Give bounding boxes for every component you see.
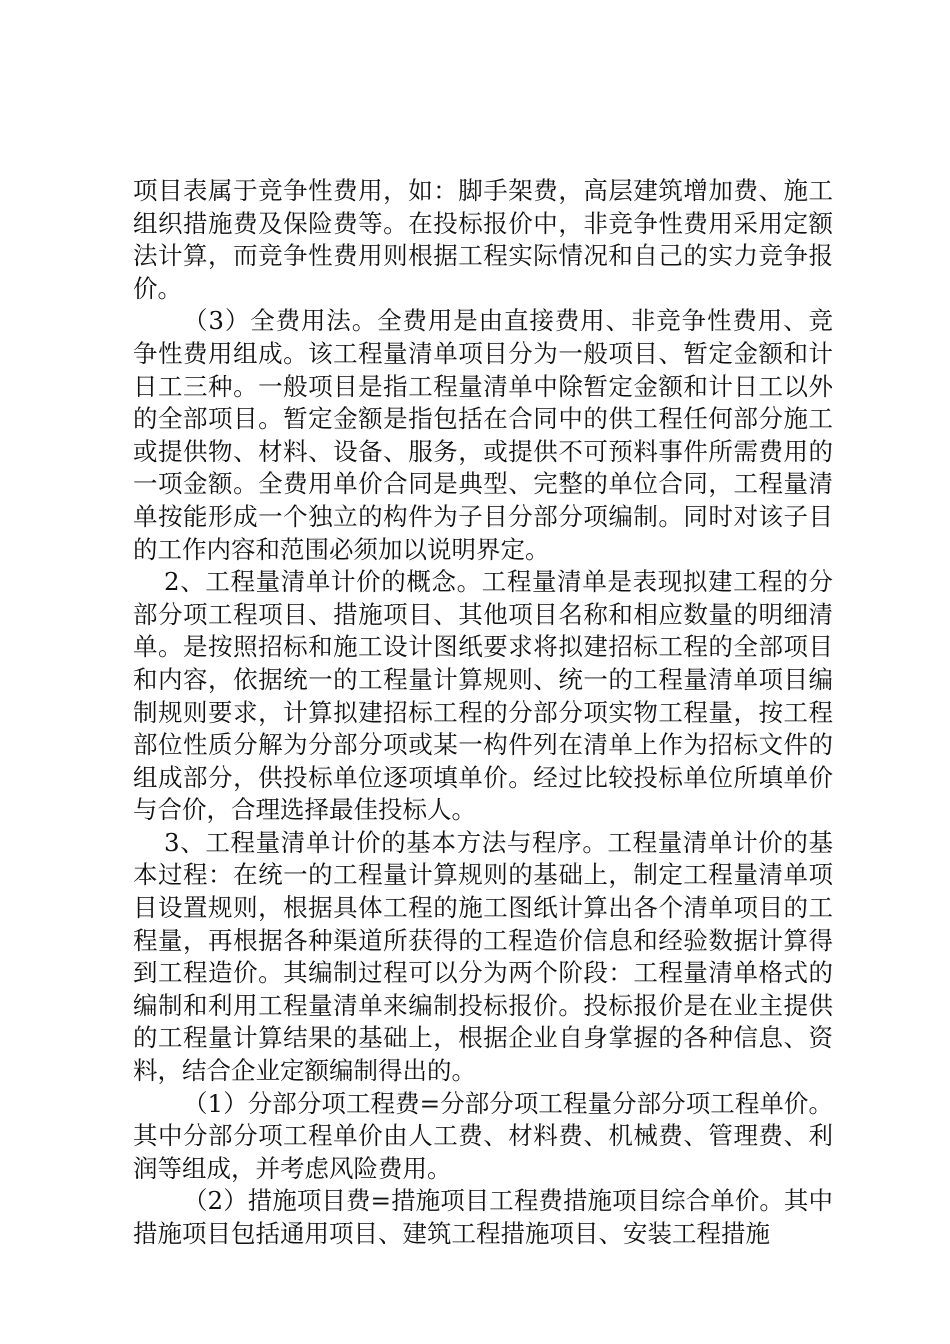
paragraph-full-cost-method: （3）全费用法。全费用是由直接费用、非竞争性费用、竞争性费用组成。该工程量清单项目分为一般项目、暂定金额和计日工三种。一般项目是指工程量清单中除暂定金额和计日工以外的全部项目。暂定金额是指包括在合同中的供工程任何部分施工或提供物、材料、设备、服务，或提供不可预料事件所需费用的一项金额。全费用单价合同是典型、完整的单位合同，工程量清单按能形成一个独立的构件为子目分部分项编制。同时对该子目的工作内容和范围必须加以说明界定。 — [133, 306, 833, 564]
paragraph-competitive-fees: 项目表属于竞争性费用，如：脚手架费，高层建筑增加费、施工组织措施费及保险费等。在投标报价中，非竞争性费用采用定额法计算，而竞争性费用则根据工程实际情况和自己的实力竞争报价。 — [133, 176, 833, 303]
document-body — [133, 175, 833, 1251]
paragraph-pricing-method-procedure: 3、工程量清单计价的基本方法与程序。工程量清单计价的基本过程：在统一的工程量计算规则的基础上，制定工程量清单项目设置规则，根据具体工程的施工图纸计算出各个清单项目的工程量，再根据各种渠道所获得的工程造价信息和经验数据计算得到工程造价。其编制过程可以分为两个阶段：工程量清单格式的编制和利用工程量清单来编制投标报价。投标报价是在业主提供的工程量计算结果的基础上，根据企业自身掌握的各种信息、资料，结合企业定额编制得出的。 — [133, 827, 833, 1086]
paragraph-bill-of-quantities-concept: 2、工程量清单计价的概念。工程量清单是表现拟建工程的分部分项工程项目、措施项目、其他项目名称和相应数量的明细清单。是按照招标和施工设计图纸要求将拟建招标工程的全部项目和内容，依据统一的工程量计算规则、统一的工程量清单项目编制规则要求，计算拟建招标工程的分部分项实物工程量，按工程部位性质分解为分部分项或某一构件列在清单上作为招标文件的组成部分，供投标单位逐项填单价。经过比较投标单位所填单价与合价，合理选择最佳投标人。 — [133, 567, 833, 825]
paragraph-measure-item-cost-formula: （2）措施项目费=措施项目工程费措施项目综合单价。其中措施项目包括通用项目、建筑工程措施项目、安装工程措施 — [133, 1186, 833, 1248]
paragraph-sub-item-cost-formula: （1）分部分项工程费=分部分项工程量分部分项工程单价。其中分部分项工程单价由人工费、材料费、机械费、管理费、利润等组成，并考虑风险费用。 — [133, 1088, 833, 1183]
